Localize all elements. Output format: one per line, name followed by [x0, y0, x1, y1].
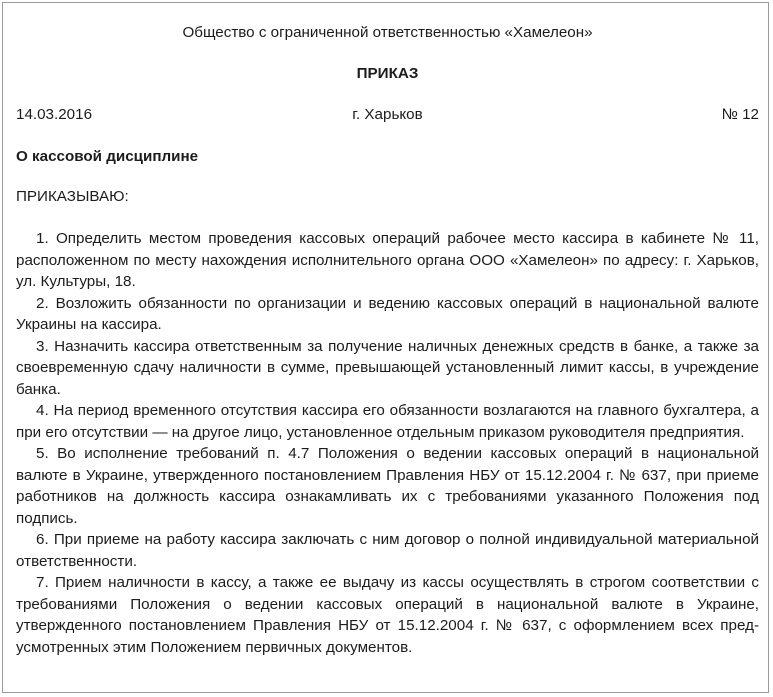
order-item-1: 1. Определить местом проведения кассовых операций рабочее место кассира в кабинете № 11, расположенном по месту нахождения исполнительного органа ООО «Хамелеон» по адресу: г. Харьков, ул. Культуры, 18. — [16, 230, 759, 290]
order-item-7: 7. Прием наличности в кассу, а также ее выдачу из кассы осуществлять в строгом соответствии с требованиями Положения о ведении кассовых операций в национальной валюте в Украине, утвержденного постановлением Правления НБУ от 15.12.2004 г. № 637, с оформлением всех предусмотренных этим Положением первичных документов. — [16, 574, 759, 656]
order-item-6: 6. При приеме на работу кассира заключать с ним договор о полной индивидуальной материальной ответственности. — [16, 531, 759, 570]
order-item-4: 4. На период временного отсутствия кассира его обязанности возлагаются на главного бухгалтера, а при его отсутствии — на другое лицо, установленное отдельным приказом руководителя предприятия. — [16, 402, 759, 441]
document-city: г. Харьков — [352, 106, 423, 123]
document-subject: О кассовой дисциплине — [16, 148, 199, 165]
order-item-2: 2. Возложить обязанности по организации и ведению кассовых операций в национальной валюте Украины на кассира. — [16, 294, 759, 333]
order-item-3: 3. Назначить кассира ответственным за получение наличных денежных средств в банке, а также за своевременную сдачу наличности в сумме, превышающей установленный лимит кассы, в учреждение банка. — [16, 337, 759, 398]
document-date: 14.03.2016 — [16, 106, 93, 123]
document-number: № 12 — [721, 106, 759, 123]
organization-name: Общество с ограниченной ответственностью «Хамелеон» — [182, 24, 593, 41]
order-word: ПРИКАЗЫВАЮ: — [16, 188, 129, 205]
document-meta-row — [16, 104, 759, 126]
document-title: ПРИКАЗ — [356, 65, 419, 82]
order-item-5: 5. Во исполнение требований п. 4.7 Положения о ведении кассовых операций в национальной валюте в Украине, утвержденного постановлением Правления НБУ от 15.12.2004 г. № 637, при приеме работников на должность кассира ознакамливать их с требованиями указанного Положения под подпись. — [16, 445, 759, 527]
order-items — [16, 228, 759, 658]
